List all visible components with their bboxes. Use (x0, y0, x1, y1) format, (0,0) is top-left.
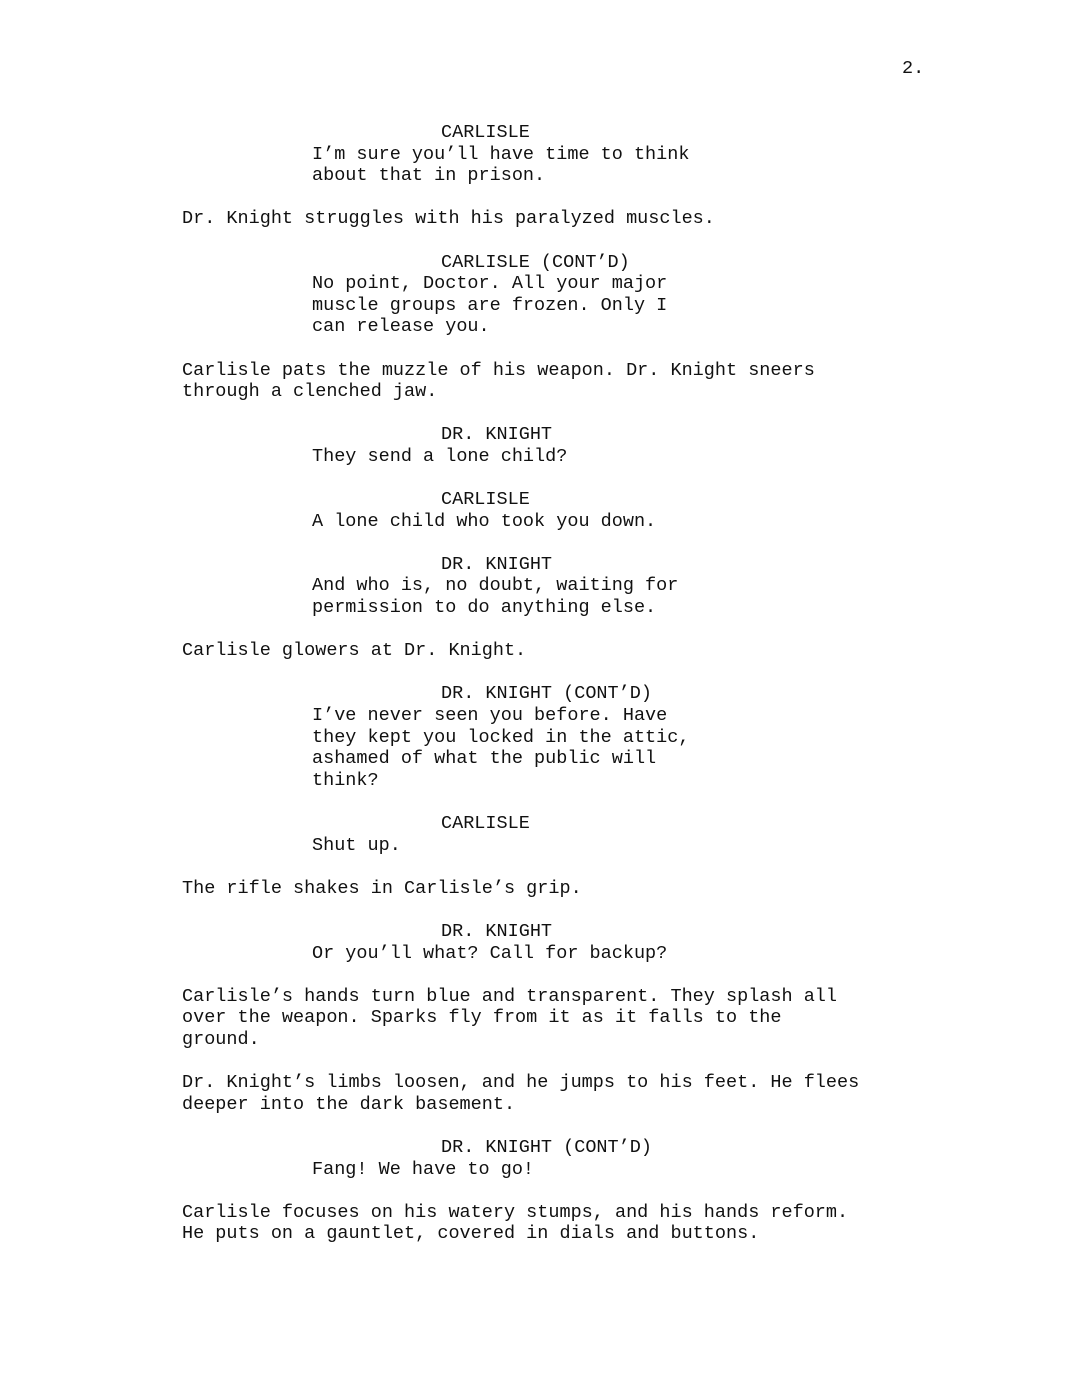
dialogue-line: ashamed of what the public will (312, 748, 657, 770)
dialogue-line: A lone child who took you down. (312, 510, 657, 532)
dialogue-line: think? (312, 769, 379, 791)
character-cue: DR. KNIGHT (441, 424, 553, 446)
character-cue: CARLISLE (441, 813, 530, 834)
action-line: Carlisle pats the muzzle of his weapon. Dr. Knight sneers (182, 359, 815, 381)
dialogue-line: can release you. (312, 316, 490, 338)
action-line: deeper into the dark basement. (182, 1093, 516, 1115)
dialogue-block (312, 446, 1080, 468)
dialogue-line: permission to do anything else. (312, 597, 657, 619)
action-block (182, 1072, 1080, 1115)
action-block (182, 640, 1080, 662)
dialogue-line: Fang! We have to go! (312, 1158, 535, 1180)
dialogue-block (312, 943, 1080, 965)
action-line: The rifle shakes in Carlisle’s grip. (182, 877, 582, 899)
character-cue: DR. KNIGHT (CONT’D) (441, 683, 652, 705)
action-block (182, 208, 1080, 230)
dialogue-line: They send a lone child? (312, 445, 568, 467)
dialogue-line: about that in prison. (312, 165, 546, 187)
action-line: through a clenched jaw. (182, 381, 438, 403)
action-line: Carlisle’s hands turn blue and transparent. They splash all (182, 985, 838, 1007)
action-line: He puts on a gauntlet, covered in dials and buttons. (182, 1223, 760, 1245)
dialogue-line: And who is, no doubt, waiting for (312, 575, 679, 597)
dialogue-line: No point, Doctor. All your major (312, 273, 668, 295)
dialogue-line: I’m sure you’ll have time to think (312, 143, 690, 165)
dialogue-line: muscle groups are frozen. Only I (312, 294, 668, 316)
character-cue: CARLISLE (CONT’D) (441, 251, 630, 273)
character-cue: CARLISLE (441, 489, 530, 511)
dialogue-block (312, 1159, 1080, 1181)
dialogue-block (312, 273, 1080, 338)
action-block (182, 986, 1080, 1051)
dialogue-block (312, 705, 1080, 791)
dialogue-line: Or you’ll what? Call for backup? (312, 942, 668, 964)
character-cue: DR. KNIGHT (441, 553, 553, 575)
dialogue-block (312, 144, 1080, 187)
action-block (182, 360, 1080, 403)
action-line: over the weapon. Sparks fly from it as it falls to the (182, 1007, 782, 1029)
character-cue: CARLISLE (441, 122, 530, 143)
action-line: ground. (182, 1028, 260, 1050)
action-line: Dr. Knight’s limbs loosen, and he jumps to his feet. He flees (182, 1072, 860, 1094)
action-block (182, 878, 1080, 900)
action-block (182, 1202, 1080, 1245)
dialogue-block (312, 511, 1080, 533)
character-cue: DR. KNIGHT (441, 920, 553, 942)
dialogue-line: Shut up. (312, 834, 401, 856)
dialogue-line: I’ve never seen you before. Have (312, 705, 668, 727)
dialogue-line: they kept you locked in the attic, (312, 726, 690, 748)
action-line: Dr. Knight struggles with his paralyzed muscles. (182, 208, 715, 230)
script-body (0, 122, 1080, 1266)
action-line: Carlisle glowers at Dr. Knight. (182, 640, 527, 662)
action-line: Carlisle focuses on his watery stumps, and his hands reform. (182, 1201, 849, 1223)
dialogue-block (312, 575, 1080, 618)
page-number: 2. (902, 58, 925, 79)
character-cue: DR. KNIGHT (CONT’D) (441, 1136, 652, 1158)
dialogue-block (312, 835, 1080, 857)
